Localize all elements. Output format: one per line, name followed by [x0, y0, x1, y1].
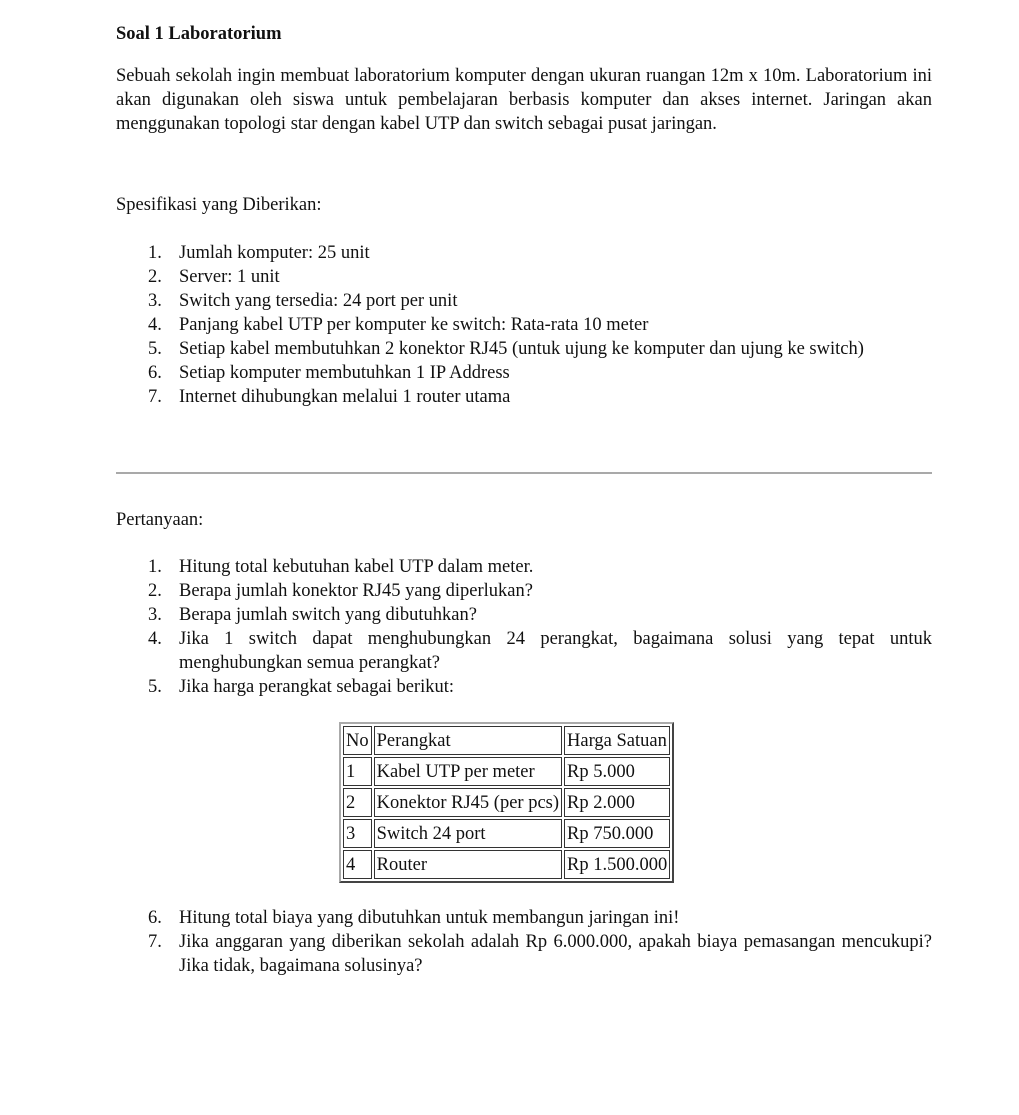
table-row: [343, 788, 670, 817]
table-row: [343, 757, 670, 786]
header-cell: Perangkat: [374, 726, 562, 755]
table-cell: Rp 5.000: [564, 757, 670, 786]
horizontal-rule: [116, 472, 932, 474]
header-cell: Harga Satuan: [564, 726, 670, 755]
item-number: 2.: [148, 581, 162, 601]
header-cell: No: [343, 726, 372, 755]
table-header-row: [343, 726, 670, 755]
list-item: [148, 579, 932, 603]
item-number: 3.: [148, 605, 162, 625]
item-number: 1.: [148, 243, 162, 263]
table-cell: Konektor RJ45 (per pcs): [374, 788, 562, 817]
item-text: Setiap kabel membutuhkan 2 konektor RJ45 (untuk ujung ke komputer dan ujung ke switch): [179, 339, 864, 359]
item-number: 5.: [148, 677, 162, 697]
list-item: [148, 675, 932, 699]
list-item: [148, 337, 932, 361]
list-item: [148, 385, 932, 409]
question-heading: Pertanyaan:: [116, 510, 204, 530]
item-text: Jika harga perangkat sebagai berikut:: [179, 677, 454, 697]
table-cell: Rp 1.500.000: [564, 850, 670, 879]
table-cell: 2: [343, 788, 372, 817]
item-text: Berapa jumlah konektor RJ45 yang diperlukan?: [179, 581, 533, 601]
list-item: [148, 627, 932, 675]
table-cell: 1: [343, 757, 372, 786]
list-item: [148, 906, 932, 930]
list-item: [148, 555, 932, 579]
item-number: 3.: [148, 291, 162, 311]
table-cell: Rp 2.000: [564, 788, 670, 817]
list-item: [148, 289, 932, 313]
price-table: [339, 722, 674, 883]
item-text: Panjang kabel UTP per komputer ke switch: Rata-rata 10 meter: [179, 315, 649, 335]
table-cell: Switch 24 port: [374, 819, 562, 848]
list-item: [148, 930, 932, 978]
list-item: [148, 603, 932, 627]
spec-list: [148, 241, 932, 409]
table-row: [343, 819, 670, 848]
item-number: 6.: [148, 363, 162, 383]
item-text: Server: 1 unit: [179, 267, 280, 287]
intro-paragraph: Sebuah sekolah ingin membuat laboratorium komputer dengan ukuran ruangan 12m x 10m. Laboratorium ini akan digunakan oleh siswa untuk pembelajaran berbasis komputer dan akses internet. Jaringan akan menggunakan topologi star dengan kabel UTP dan switch sebagai pusat jaringan.: [116, 66, 932, 134]
list-item: [148, 361, 932, 385]
item-text: Hitung total kebutuhan kabel UTP dalam meter.: [179, 557, 534, 577]
question-list: [148, 555, 932, 699]
item-text: Jika anggaran yang diberikan sekolah adalah Rp 6.000.000, apakah biaya pemasangan mencukupi? Jika tidak, bagaimana solusinya?: [179, 932, 932, 976]
item-number: 4.: [148, 315, 162, 335]
item-text: Berapa jumlah switch yang dibutuhkan?: [179, 605, 477, 625]
item-number: 4.: [148, 629, 162, 649]
item-number: 6.: [148, 908, 162, 928]
item-number: 7.: [148, 387, 162, 407]
item-text: Switch yang tersedia: 24 port per unit: [179, 291, 458, 311]
table-row: [343, 850, 670, 879]
table-cell: 3: [343, 819, 372, 848]
item-text: Jumlah komputer: 25 unit: [179, 243, 370, 263]
table-cell: Router: [374, 850, 562, 879]
item-text: Hitung total biaya yang dibutuhkan untuk membangun jaringan ini!: [179, 908, 680, 928]
item-text: Jika 1 switch dapat menghubungkan 24 perangkat, bagaimana solusi yang tepat untuk menghubungkan semua perangkat?: [179, 629, 932, 673]
item-text: Setiap komputer membutuhkan 1 IP Address: [179, 363, 510, 383]
list-item: [148, 241, 932, 265]
item-number: 5.: [148, 339, 162, 359]
table-cell: Kabel UTP per meter: [374, 757, 562, 786]
document-title: Soal 1 Laboratorium: [116, 24, 282, 44]
item-text: Internet dihubungkan melalui 1 router utama: [179, 387, 511, 407]
item-number: 7.: [148, 932, 162, 952]
question-list-continued: [148, 906, 932, 978]
spec-heading: Spesifikasi yang Diberikan:: [116, 195, 322, 215]
table-cell: Rp 750.000: [564, 819, 670, 848]
list-item: [148, 313, 932, 337]
item-number: 1.: [148, 557, 162, 577]
item-number: 2.: [148, 267, 162, 287]
list-item: [148, 265, 932, 289]
table-cell: 4: [343, 850, 372, 879]
